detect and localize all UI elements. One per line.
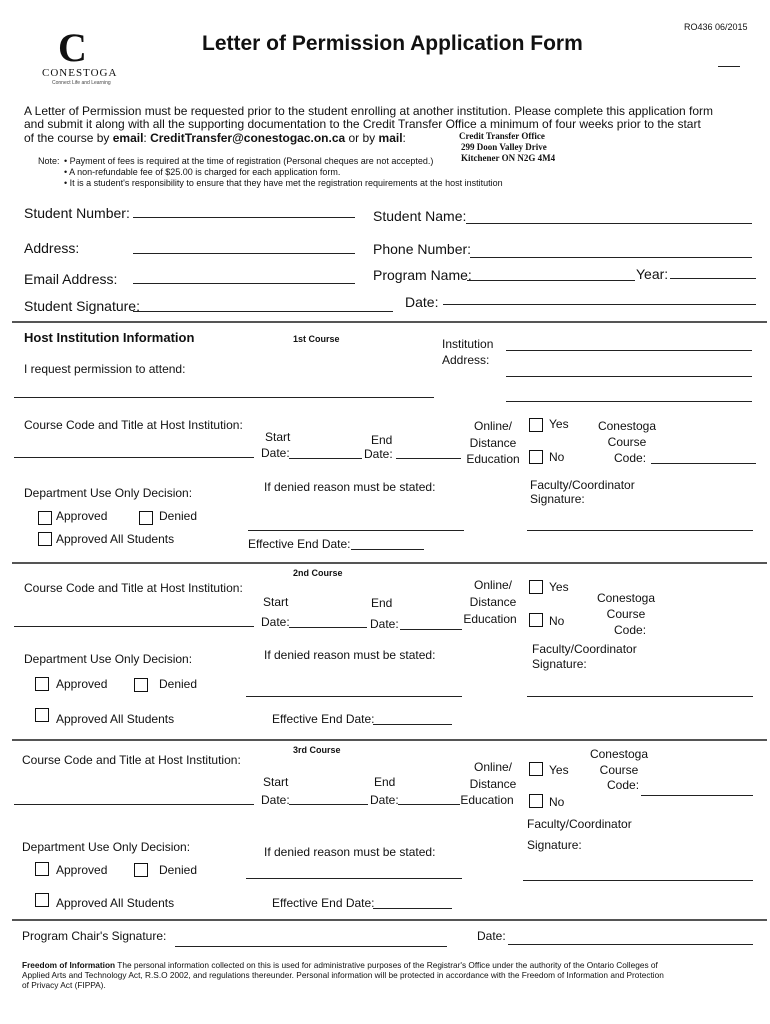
approved-checkbox[interactable] [35, 862, 49, 876]
online-yes-checkbox[interactable] [529, 580, 543, 594]
online-label: Online/ [473, 578, 513, 592]
end-label: End [371, 596, 393, 610]
code-label: Code: [614, 623, 647, 637]
note-label: Note: [38, 156, 60, 166]
course-code-label: Course Code and Title at Host Institution: [22, 753, 241, 767]
denied-reason-field[interactable] [246, 878, 462, 879]
chair-date-field[interactable] [508, 944, 753, 945]
intro-line-1: A Letter of Permission must be requested prior to the student enrolling at another institution. Please complete this application form [24, 104, 714, 118]
course-code-field[interactable] [14, 457, 254, 458]
online-label: Online/ [473, 760, 513, 774]
mail-address-3: Kitchener ON N2G 4M4 [461, 153, 556, 163]
chair-signature-label: Program Chair's Signature: [22, 929, 167, 943]
address-field[interactable] [133, 253, 355, 254]
note-item: • A non-refundable fee of $25.00 is charged for each application form. [64, 167, 341, 177]
signature-label: Student Signature: [24, 298, 140, 314]
page-title: Letter of Permission Application Form [202, 32, 583, 55]
faculty-signature-label: Signature: [532, 657, 587, 671]
end-date-field[interactable] [396, 458, 461, 459]
address-label: Address: [24, 240, 80, 256]
phone-label: Phone Number: [373, 241, 472, 257]
dept-decision-label: Department Use Only Decision: [24, 652, 193, 666]
conestoga-label: Conestoga [596, 591, 656, 605]
dept-decision-label: Department Use Only Decision: [22, 840, 191, 854]
approved-label: Approved [56, 509, 108, 523]
foi-line-2: Applied Arts and Technology Act, R.S.O 2002, and regulations thereunder. Personal information will be protected in accordance with the Freedom of Information and Protection [22, 970, 664, 980]
conestoga-label: Conestoga [589, 747, 649, 761]
effective-end-field[interactable] [351, 549, 424, 550]
course-heading: 1st Course [293, 334, 340, 344]
faculty-label: Faculty/Coordinator [532, 642, 637, 656]
program-field[interactable] [467, 280, 635, 281]
faculty-signature-field[interactable] [527, 696, 753, 697]
online-no-checkbox[interactable] [529, 450, 543, 464]
chair-signature-field[interactable] [175, 946, 447, 947]
logo-tagline: Connect Life and Learning [52, 80, 111, 86]
date-field[interactable] [443, 304, 756, 305]
approved-all-checkbox[interactable] [35, 893, 49, 907]
institution-address-field[interactable] [506, 376, 752, 377]
email-field[interactable] [133, 283, 355, 284]
end-date-label: Date: [370, 793, 399, 807]
code-label: Code: [614, 451, 647, 465]
denied-label: Denied [159, 863, 198, 877]
start-date-field[interactable] [289, 804, 368, 805]
end-date-label: Date: [370, 617, 399, 631]
course-code-label: Course Code and Title at Host Institution: [24, 418, 243, 432]
denied-label: Denied [159, 509, 198, 523]
section-divider [12, 919, 767, 921]
denied-reason-label: If denied reason must be stated: [264, 648, 436, 662]
approved-label: Approved [56, 677, 108, 691]
effective-end-label: Effective End Date: [272, 896, 375, 910]
student-name-label: Student Name: [373, 208, 467, 224]
start-date-label: Date: [261, 615, 290, 629]
distance-label: Distance [469, 777, 517, 791]
yes-label: Yes [549, 417, 569, 431]
effective-end-label: Effective End Date: [272, 712, 375, 726]
course-code-field[interactable] [14, 626, 254, 627]
mail-address-2: 299 Doon Valley Drive [461, 142, 547, 152]
signature-field[interactable] [133, 311, 393, 312]
conestoga-code-field[interactable] [641, 795, 753, 796]
program-label: Program Name: [373, 267, 472, 283]
online-no-checkbox[interactable] [529, 794, 543, 808]
effective-end-label: Effective End Date: [248, 537, 351, 551]
mail-address-1: Credit Transfer Office [459, 131, 545, 141]
end-date-label: Date: [364, 447, 393, 461]
start-label: Start [263, 775, 289, 789]
course-heading: 2nd Course [293, 568, 343, 578]
faculty-signature-label: Signature: [530, 492, 585, 506]
note-item: • It is a student's responsibility to ensure that they have met the registration requirements at the host institution [64, 178, 503, 188]
course-label: Course [607, 435, 647, 449]
email-label: Email Address: [24, 271, 118, 287]
online-yes-checkbox[interactable] [529, 418, 543, 432]
denied-reason-field[interactable] [246, 696, 462, 697]
host-section-title: Host Institution Information [24, 330, 195, 345]
end-date-field[interactable] [400, 629, 462, 630]
education-label: Education [463, 612, 517, 626]
year-field[interactable] [670, 278, 756, 279]
no-label: No [549, 450, 565, 464]
institution-field[interactable] [506, 350, 752, 351]
section-divider [12, 739, 767, 741]
faculty-signature-field[interactable] [527, 530, 753, 531]
student-name-field[interactable] [466, 223, 752, 224]
course-label: Course [599, 763, 639, 777]
denied-checkbox[interactable] [139, 511, 153, 525]
effective-end-field[interactable] [373, 908, 452, 909]
no-label: No [549, 795, 565, 809]
yes-label: Yes [549, 580, 569, 594]
approved-checkbox[interactable] [38, 511, 52, 525]
online-label: Online/ [473, 419, 513, 433]
student-number-field[interactable] [133, 217, 355, 218]
course-label: Course [606, 607, 646, 621]
faculty-label: Faculty/Coordinator [527, 817, 632, 831]
email-link[interactable]: CreditTransfer@conestogac.on.ca [150, 131, 346, 145]
foi-line-3: of Privacy Act (FIPPA). [22, 980, 106, 990]
denied-reason-label: If denied reason must be stated: [264, 480, 436, 494]
denied-checkbox[interactable] [134, 678, 148, 692]
section-divider [12, 321, 767, 323]
form-code: RO436 06/2015 [684, 22, 748, 32]
denied-reason-field[interactable] [248, 530, 464, 531]
yes-label: Yes [549, 763, 569, 777]
code-label: Code: [607, 778, 640, 792]
start-date-field[interactable] [289, 627, 367, 628]
faculty-signature-field[interactable] [523, 880, 753, 881]
logo-name: CONESTOGA [42, 67, 118, 79]
approved-label: Approved [56, 863, 108, 877]
start-date-label: Date: [261, 793, 290, 807]
host-institution-field[interactable] [14, 397, 434, 398]
header-line [718, 66, 740, 67]
dept-decision-label: Department Use Only Decision: [24, 486, 193, 500]
institution-address-label: Address: [442, 353, 490, 367]
end-date-field[interactable] [398, 804, 460, 805]
institution-address-field-2[interactable] [506, 401, 752, 402]
approved-all-checkbox[interactable] [38, 532, 52, 546]
conestoga-label: Conestoga [597, 419, 657, 433]
distance-label: Distance [469, 595, 517, 609]
end-label: End [374, 775, 396, 789]
online-no-checkbox[interactable] [529, 613, 543, 627]
conestoga-logo-icon: C [58, 25, 87, 70]
conestoga-code-field[interactable] [651, 463, 756, 464]
effective-end-field[interactable] [373, 724, 452, 725]
start-date-field[interactable] [289, 458, 362, 459]
approved-all-label: Approved All Students [56, 532, 175, 546]
course-code-label: Course Code and Title at Host Institution: [24, 581, 243, 595]
faculty-label: Faculty/Coordinator [530, 478, 635, 492]
year-label: Year: [636, 266, 669, 282]
foi-line-1: Freedom of Information The personal information collected on this is used for administrative purposes of the Registrar's Office under the authority of the Ontario Colleges of [22, 960, 658, 970]
course-heading: 3rd Course [293, 745, 341, 755]
faculty-signature-label: Signature: [527, 838, 582, 852]
approved-all-label: Approved All Students [56, 896, 175, 910]
distance-label: Distance [469, 436, 517, 450]
student-number-label: Student Number: [24, 205, 130, 221]
denied-label: Denied [159, 677, 198, 691]
phone-field[interactable] [470, 257, 752, 258]
start-date-label: Date: [261, 446, 290, 460]
course-code-field[interactable] [14, 804, 254, 805]
date-label: Date: [405, 294, 439, 310]
no-label: No [549, 614, 565, 628]
online-yes-checkbox[interactable] [529, 762, 543, 776]
denied-checkbox[interactable] [134, 863, 148, 877]
approved-checkbox[interactable] [35, 677, 49, 691]
end-label: End [371, 433, 393, 447]
approved-all-checkbox[interactable] [35, 708, 49, 722]
education-label: Education [466, 452, 520, 466]
request-label: I request permission to attend: [24, 362, 186, 376]
approved-all-label: Approved All Students [56, 712, 175, 726]
note-item: • Payment of fees is required at the time of registration (Personal cheques are not accepted.) [64, 156, 434, 166]
denied-reason-label: If denied reason must be stated: [264, 845, 436, 859]
education-label: Education [460, 793, 514, 807]
chair-date-label: Date: [477, 929, 506, 943]
start-label: Start [265, 430, 291, 444]
start-label: Start [263, 595, 289, 609]
intro-line-3: of the course by email: CreditTransfer@conestogac.on.ca or by mail: [24, 131, 406, 145]
section-divider [12, 562, 767, 564]
institution-label: Institution [442, 337, 494, 351]
intro-line-2: and submit it along with all the supporting documentation to the Credit Transfer Office a minimum of four weeks prior to the start [24, 117, 701, 131]
